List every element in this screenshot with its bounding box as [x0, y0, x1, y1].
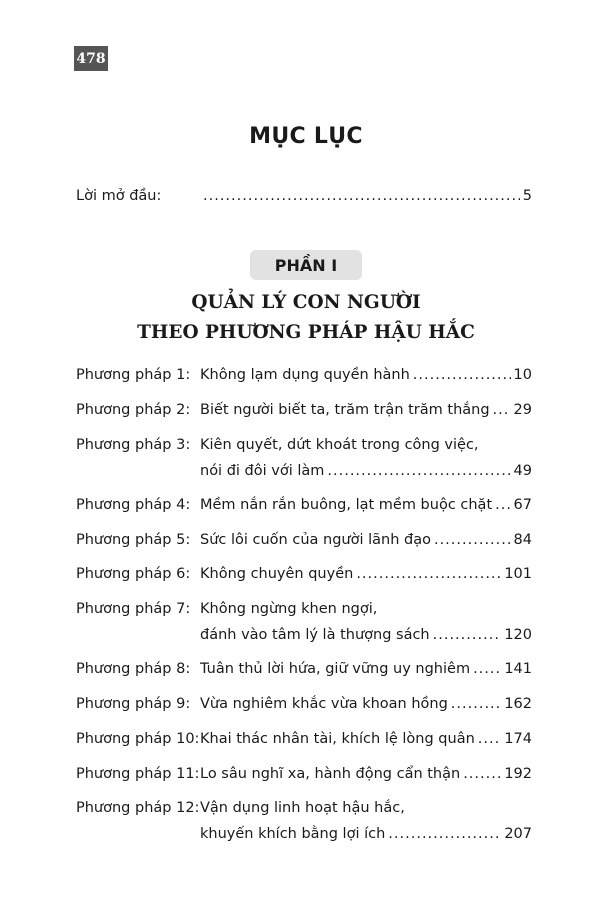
entry-title: Không ngừng khen ngợi, [200, 601, 378, 617]
page-title: MỤC LỤC [249, 124, 363, 149]
dot-leader [434, 527, 511, 553]
toc-entry[interactable] [76, 362, 532, 388]
intro-label: Lời mở đầu: [76, 188, 162, 204]
entry-title-continued: nói đi đôi với làm [200, 463, 325, 479]
entry-page: 162 [504, 696, 532, 712]
entry-title: Lo sâu nghĩ xa, hành động cẩn thận [200, 766, 461, 782]
entry-page: 10 [513, 367, 532, 383]
entry-page: 192 [504, 766, 532, 782]
entry-label: Phương pháp 10: [76, 731, 200, 747]
toc-entry[interactable] [76, 432, 532, 484]
part-badge: PHẦN I [250, 250, 362, 280]
dot-leader [495, 492, 510, 518]
entry-page: 207 [504, 826, 532, 842]
entry-page: 49 [513, 463, 532, 479]
part-title-line1: QUẢN LÝ CON NGƯỜI [191, 292, 421, 313]
intro-page: 5 [522, 188, 532, 204]
entry-page: 120 [504, 627, 532, 643]
entry-title: Khai thác nhân tài, khích lệ lòng quân [200, 731, 475, 747]
entry-page: 174 [504, 731, 532, 747]
entry-title: Mềm nắn rắn buông, lạt mềm buộc chặt [200, 497, 493, 513]
entry-page: 29 [513, 402, 532, 418]
entry-page: 141 [504, 661, 532, 677]
entry-title: Sức lôi cuốn của người lãnh đạo [200, 532, 431, 548]
entry-title: Không chuyên quyền [200, 566, 354, 582]
dot-leader [433, 622, 502, 648]
dot-leader [473, 656, 501, 682]
dot-leader [463, 761, 501, 787]
entry-title: Biết người biết ta, trăm trận trăm thắng [200, 402, 490, 418]
toc-entry[interactable] [76, 492, 532, 518]
entry-label: Phương pháp 9: [76, 696, 191, 712]
entry-title: Vừa nghiêm khắc vừa khoan hồng [200, 696, 448, 712]
dot-leader [203, 183, 520, 209]
entry-label: Phương pháp 5: [76, 532, 191, 548]
page-number: 478 [74, 46, 108, 71]
entry-page: 67 [513, 497, 532, 513]
entry-label: Phương pháp 3: [76, 437, 191, 453]
entry-title: Không lạm dụng quyền hành [200, 367, 410, 383]
entry-page: 84 [513, 532, 532, 548]
dot-leader [478, 726, 502, 752]
dot-leader [413, 362, 511, 388]
entry-label: Phương pháp 8: [76, 661, 191, 677]
toc-entry[interactable] [76, 561, 532, 587]
dot-leader [451, 691, 502, 717]
toc-entry[interactable] [76, 691, 532, 717]
dot-leader [356, 561, 501, 587]
entry-label: Phương pháp 7: [76, 601, 191, 617]
toc-entry[interactable] [76, 527, 532, 553]
entry-label: Phương pháp 11: [76, 766, 200, 782]
toc-intro-row[interactable] [76, 183, 532, 209]
toc-entry[interactable] [76, 726, 532, 752]
entry-label: Phương pháp 4: [76, 497, 191, 513]
toc-entry[interactable] [76, 596, 532, 648]
entry-page: 101 [504, 566, 532, 582]
entry-label: Phương pháp 12: [76, 800, 200, 816]
part-title-line2: THEO PHƯƠNG PHÁP HẬU HẮC [137, 322, 475, 343]
entry-title: Tuân thủ lời hứa, giữ vững uy nghiêm [200, 661, 471, 677]
entry-title-continued: đánh vào tâm lý là thượng sách [200, 627, 430, 643]
toc-entry[interactable] [76, 397, 532, 423]
entry-title: Kiên quyết, dứt khoát trong công việc, [200, 437, 479, 453]
dot-leader [327, 458, 510, 484]
entry-label: Phương pháp 6: [76, 566, 191, 582]
toc-entry[interactable] [76, 656, 532, 682]
dot-leader [388, 821, 501, 847]
entry-title-continued: khuyến khích bằng lợi ích [200, 826, 386, 842]
entry-label: Phương pháp 2: [76, 402, 191, 418]
toc-entry[interactable] [76, 761, 532, 787]
dot-leader [493, 397, 511, 423]
entry-label: Phương pháp 1: [76, 367, 191, 383]
entry-title: Vận dụng linh hoạt hậu hắc, [200, 800, 405, 816]
toc-entry[interactable] [76, 795, 532, 847]
